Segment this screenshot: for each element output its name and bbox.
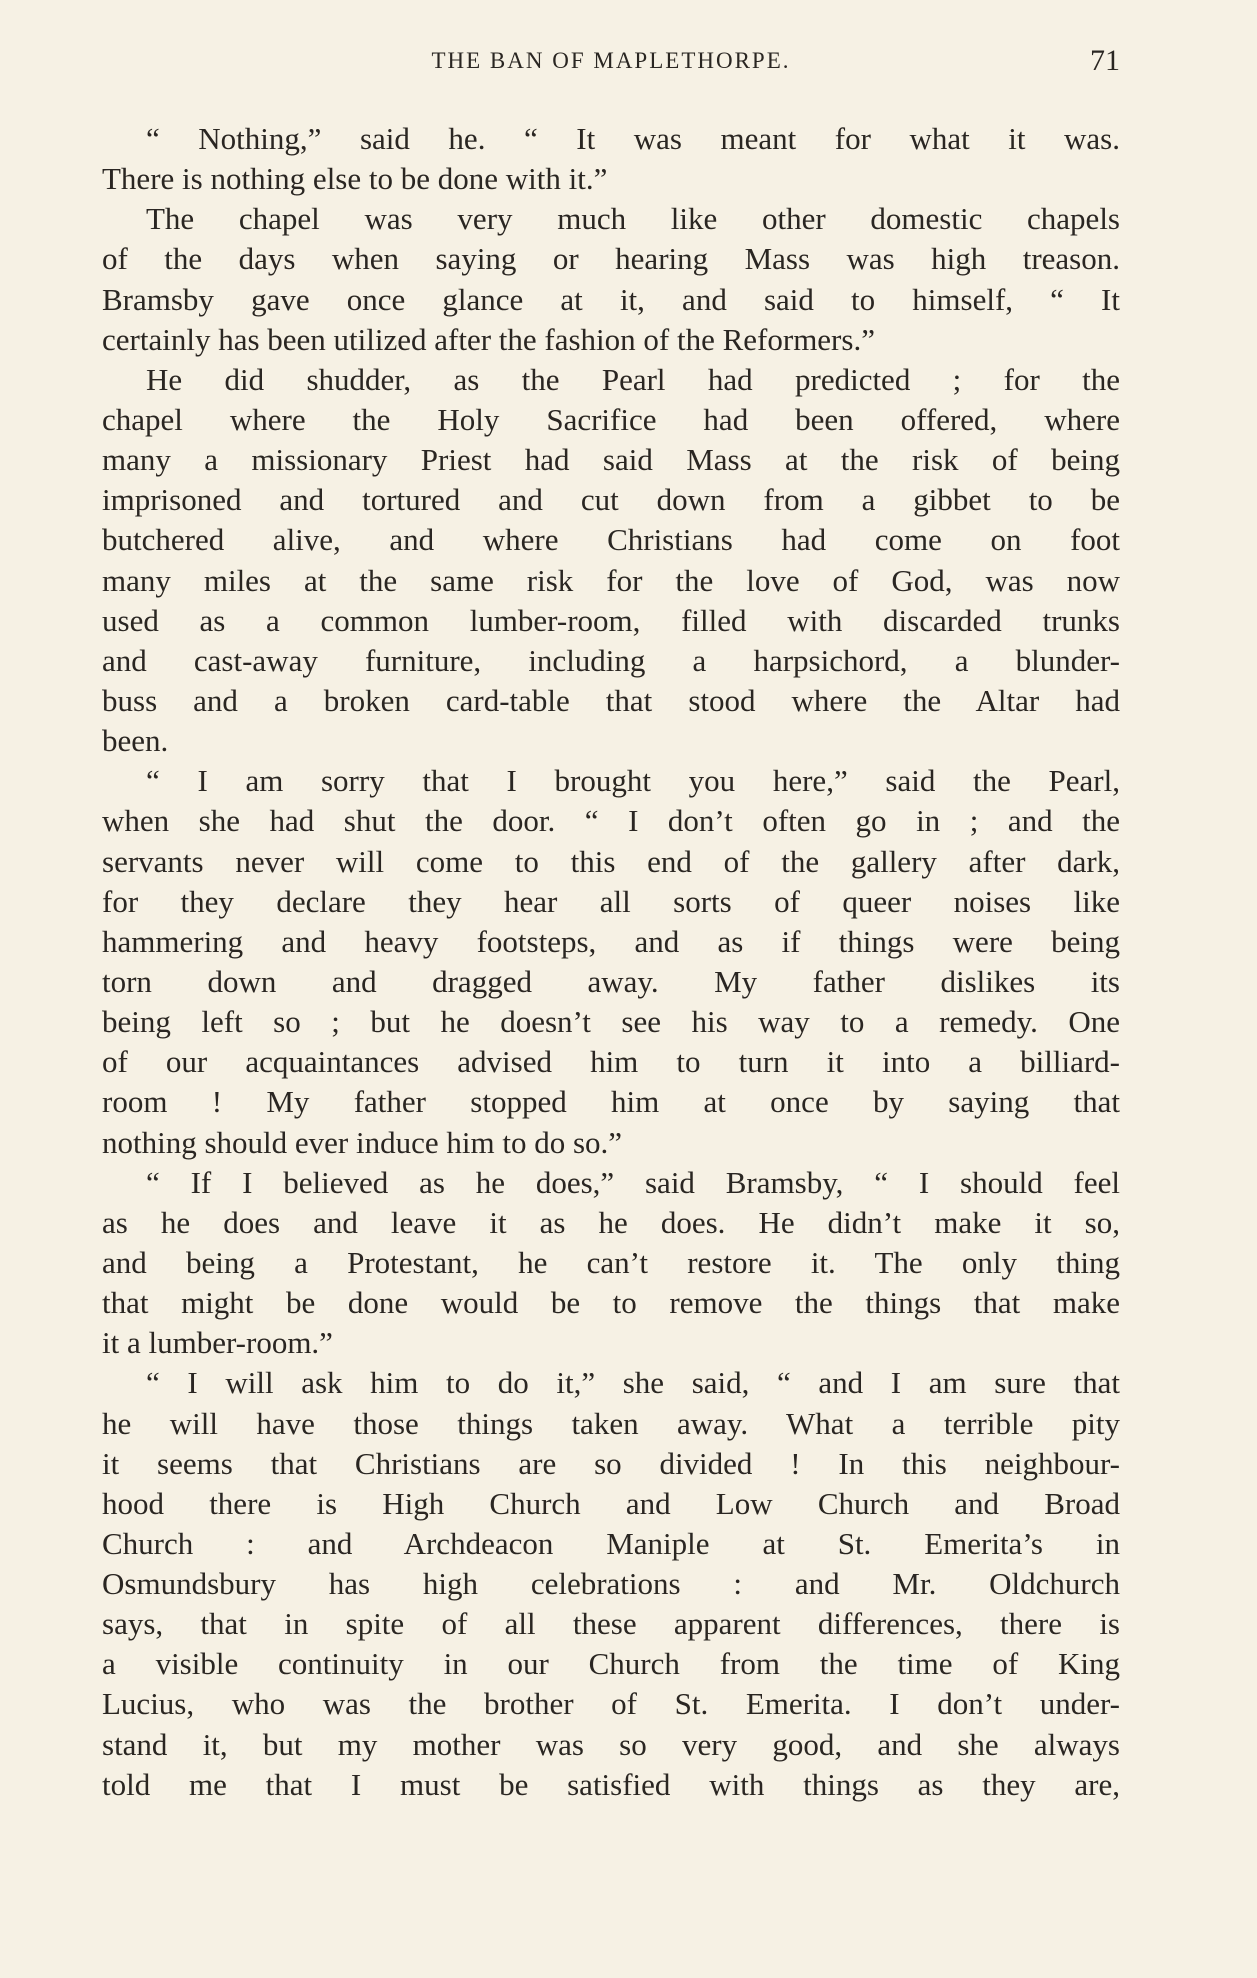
text-line: butchered alive, and where Christians had come on foot bbox=[102, 522, 1120, 558]
text-line: told me that I must be satisfied with things as they are, bbox=[102, 1766, 1120, 1802]
text-line: used as a common lumber-room, filled with discarded trunks bbox=[102, 602, 1120, 638]
text-line: when she had shut the door. “ I don’t often go in ; and the bbox=[102, 803, 1120, 839]
text-line: hood there is High Church and Low Church and Broad bbox=[102, 1485, 1120, 1521]
body-text bbox=[102, 119, 1120, 1805]
text-line: torn down and dragged away. My father dislikes its bbox=[102, 963, 1120, 999]
text-line: says, that in spite of all these apparent differences, there is bbox=[102, 1606, 1120, 1642]
text-line: “ Nothing,” said he. “ It was meant for what it was. bbox=[146, 121, 1120, 156]
page-number: 71 bbox=[1090, 44, 1120, 77]
text-line: servants never will come to this end of the gallery after dark, bbox=[102, 843, 1120, 879]
text-line: room ! My father stopped him at once by saying that bbox=[102, 1084, 1120, 1120]
text-line: he will have those things taken away. What a terrible pity bbox=[102, 1405, 1120, 1441]
text-line: that might be done would be to remove the things that make bbox=[102, 1285, 1120, 1321]
text-line: “ I will ask him to do it,” she said, “ and I am sure that bbox=[146, 1365, 1120, 1401]
running-title: THE BAN OF MAPLETHORPE. bbox=[431, 48, 791, 73]
text-line: imprisoned and tortured and cut down from a gibbet to be bbox=[102, 482, 1120, 518]
text-line: it a lumber-room.” bbox=[102, 1325, 333, 1361]
text-line: of the days when saying or hearing Mass was high treason. bbox=[102, 241, 1120, 277]
text-line: Lucius, who was the brother of St. Emerita. I don’t under- bbox=[102, 1686, 1120, 1722]
text-line: hammering and heavy footsteps, and as if things were being bbox=[102, 923, 1120, 959]
text-line: been. bbox=[102, 723, 169, 759]
text-line: He did shudder, as the Pearl had predicted ; for the bbox=[146, 361, 1120, 397]
text-line: Church : and Archdeacon Maniple at St. Emerita’s in bbox=[102, 1525, 1120, 1561]
text-line: “ If I believed as he does,” said Bramsby, “ I should feel bbox=[146, 1164, 1120, 1200]
text-line: There is nothing else to be done with it.” bbox=[102, 161, 608, 197]
text-line: and being a Protestant, he can’t restore it. The only thing bbox=[102, 1244, 1120, 1280]
text-line: for they declare they hear all sorts of queer noises like bbox=[102, 883, 1120, 919]
text-line: “ I am sorry that I brought you here,” said the Pearl, bbox=[146, 763, 1120, 799]
text-line: a visible continuity in our Church from the time of King bbox=[102, 1646, 1120, 1682]
running-head bbox=[102, 44, 1120, 84]
text-line: nothing should ever induce him to do so.” bbox=[102, 1124, 623, 1160]
text-line: of our acquaintances advised him to turn it into a billiard- bbox=[102, 1044, 1120, 1080]
text-line: buss and a broken card-table that stood where the Altar had bbox=[102, 682, 1120, 718]
text-line: The chapel was very much like other domestic chapels bbox=[146, 201, 1120, 237]
text-line: many a missionary Priest had said Mass at the risk of being bbox=[102, 442, 1120, 478]
text-line: many miles at the same risk for the love of God, was now bbox=[102, 562, 1120, 598]
text-line: and cast-away furniture, including a harpsichord, a blunder- bbox=[102, 642, 1120, 678]
text-line: certainly has been utilized after the fashion of the Reformers.” bbox=[102, 321, 875, 357]
text-line: stand it, but my mother was so very good, and she always bbox=[102, 1726, 1120, 1762]
text-line: chapel where the Holy Sacrifice had been offered, where bbox=[102, 401, 1120, 437]
text-line: it seems that Christians are so divided ! In this neighbour- bbox=[102, 1445, 1120, 1481]
text-line: Osmundsbury has high celebrations : and Mr. Oldchurch bbox=[102, 1566, 1120, 1602]
text-line: being left so ; but he doesn’t see his way to a remedy. One bbox=[102, 1004, 1120, 1040]
text-line: as he does and leave it as he does. He didn’t make it so, bbox=[102, 1204, 1120, 1240]
text-line: Bramsby gave once glance at it, and said to himself, “ It bbox=[102, 281, 1120, 317]
